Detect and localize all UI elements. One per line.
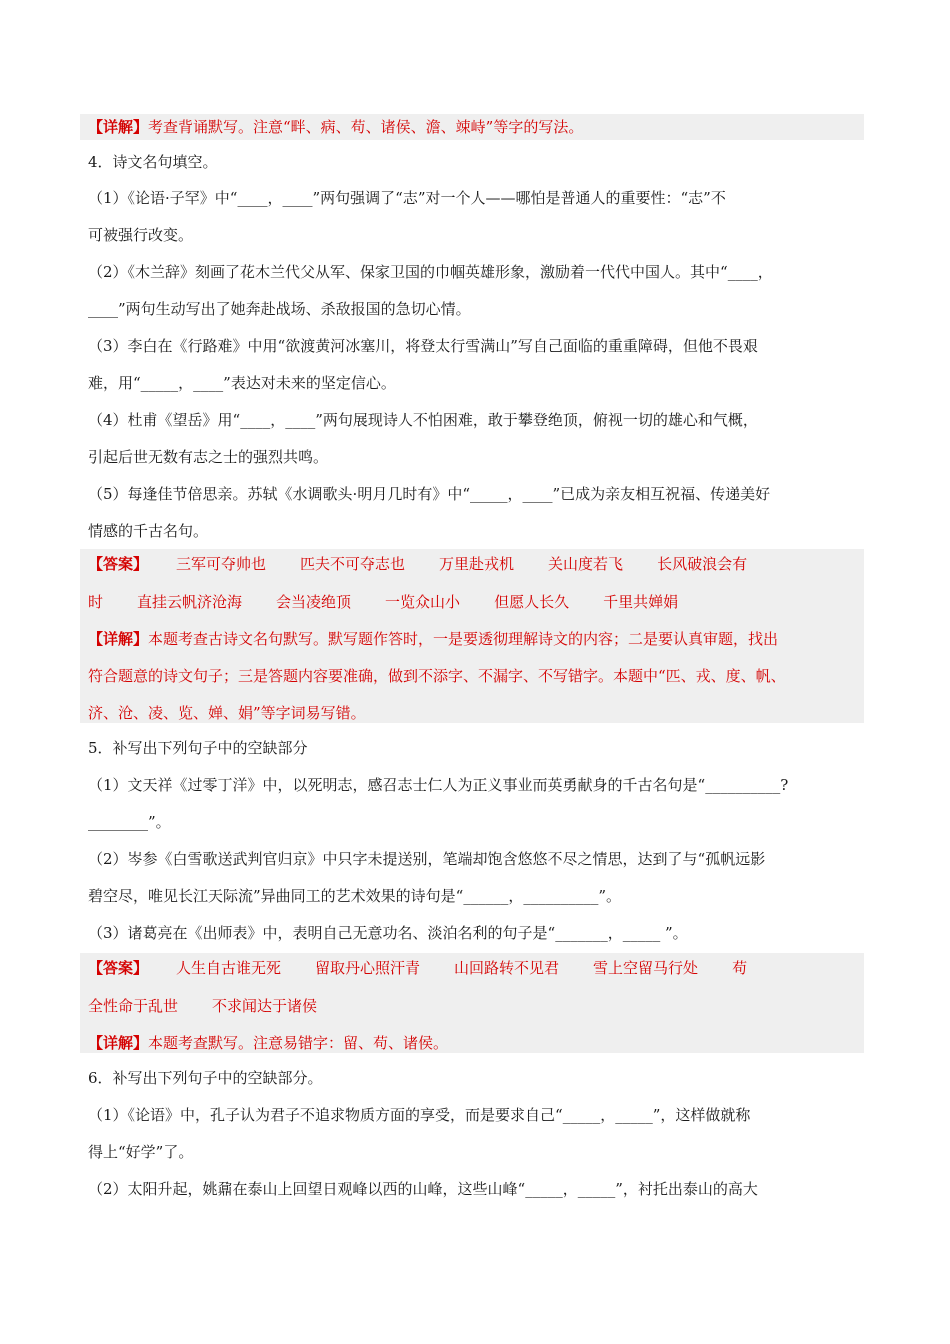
q4-item-5-line-1: （5）每逢佳节倍思亲。苏轼《水调歌头·明月几时有》中“_____，____”已成为亲友相互祝福、传递美好: [88, 485, 771, 503]
q4-item-4-line-1: （4）杜甫《望岳》用“____，____”两句展现诗人不怕困难，敢于攀登绝顶，俯视一切的雄心和气概，: [88, 411, 758, 429]
q5-answer-line-2: 全性命于乱世 不求闻达于诸侯: [88, 997, 318, 1015]
q4-item-2-line-1: （2）《木兰辞》刻画了花木兰代父从军、保家卫国的巾帼英雄形象，激励着一代代中国人。其中“____，: [88, 263, 773, 281]
q4-item-3-line-1: （3）李白在《行路难》中用“欲渡黄河冰塞川，将登太行雪满山”写自己面临的重重障碍，但他不畏艰: [88, 337, 758, 355]
q4-item-5-line-2: 情感的千古名句。: [88, 522, 209, 540]
question-5-title: 5．补写出下列句子中的空缺部分: [88, 739, 308, 757]
q5-item-1-line-2: ________”。: [88, 813, 171, 831]
q6-item-2-line-1: （2）太阳升起，姚鼐在泰山上回望日观峰以西的山峰，这些山峰“_____，_____”，衬托出泰山的高大: [88, 1180, 758, 1198]
q5-answer-line-1: 【答案】 人生自古谁无死 留取丹心照汗青 山回路转不见君 雪上空留马行处 苟: [88, 959, 748, 977]
q4-item-3-line-2: 难，用“_____，____”表达对未来的坚定信心。: [88, 374, 396, 392]
q4-explain-line-1: 【详解】本题考查古诗文名句默写。默写题作答时，一是要透彻理解诗文的内容；二是要认真审题，找出: [88, 630, 779, 648]
q5-item-1-line-1: （1）文天祥《过零丁洋》中，以死明志，感召志士仁人为正义事业而英勇献身的千古名句是“__________?: [88, 776, 789, 794]
q4-answer-line-2: 时 直挂云帆济沧海 会当凌绝顶 一览众山小 但愿人长久 千里共婵娟: [88, 593, 679, 611]
q4-item-2-line-2: ____”两句生动写出了她奔赴战场、杀敌报国的急切心情。: [88, 300, 471, 318]
question-4-title: 4．诗文名句填空。: [88, 153, 218, 171]
q4-explain-line-3: 济、沧、凌、览、婵、娟”等字词易写错。: [88, 704, 366, 722]
q4-answer-line-1: 【答案】 三军可夺帅也 匹夫不可夺志也 万里赴戎机 关山度若飞 长风破浪会有: [88, 555, 748, 573]
q5-explain: 【详解】本题考查默写。注意易错字：留、苟、诸侯。: [88, 1034, 449, 1052]
q5-item-2-line-1: （2）岑参《白雪歌送武判官归京》中只字未提送别，笔端却饱含悠悠不尽之情思，达到了与“孤帆远影: [88, 850, 766, 868]
q4-explain-line-2: 符合题意的诗文句子；三是答题内容要准确，做到不添字、不漏字、不写错字。本题中“匹、戎、度、帆、: [88, 667, 786, 685]
q4-item-1-line-2: 可被强行改变。: [88, 226, 194, 244]
question-6-title: 6．补写出下列句子中的空缺部分。: [88, 1069, 323, 1087]
q5-item-3-line-1: （3）诸葛亮在《出师表》中，表明自己无意功名、淡泊名利的句子是“_______，_____ ”。: [88, 924, 688, 942]
q4-item-1-line-1: （1）《论语·子罕》中“____，____”两句强调了“志”对一个人——哪怕是普通人的重要性：“志”不: [88, 189, 726, 207]
q4-item-4-line-2: 引起后世无数有志之士的强烈共鸣。: [88, 448, 329, 466]
explain-q3: 【详解】考查背诵默写。注意“畔、病、苟、诸侯、澹、竦峙”等字的写法。: [88, 118, 584, 136]
q6-item-1-line-2: 得上“好学”了。: [88, 1143, 194, 1161]
q6-item-1-line-1: （1）《论语》中，孔子认为君子不追求物质方面的享受，而是要求自己“_____，_____”，这样做就称: [88, 1106, 751, 1124]
q5-item-2-line-2: 碧空尽，唯见长江天际流”异曲同工的艺术效果的诗句是“______，__________”。: [88, 887, 622, 905]
